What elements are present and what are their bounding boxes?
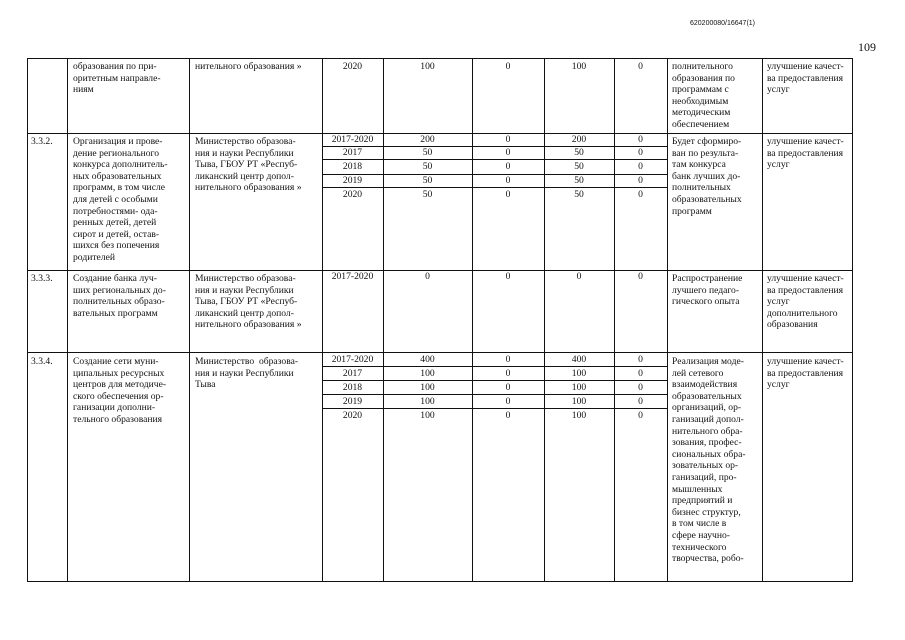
- value-federal: 0: [505, 134, 511, 145]
- value-republic: 100: [571, 382, 587, 393]
- row-result: Реализация моде- лей сетевого взаимодействия образовательных организаций, ор- ганизаций допол- нительного обра- зования, профес- сиональных обра- зовательных ор- ганизаций, про- мышленных предприятий и бизнес структур, в том числе в сфере научно- технического творчества, робо-: [672, 356, 746, 565]
- row-year: 2019: [342, 175, 363, 186]
- value-other: 0: [638, 147, 643, 158]
- subrow-divider: [322, 159, 667, 160]
- row-divider: [27, 352, 853, 353]
- row-name: образования по при- оритетным направле- ниям: [73, 61, 161, 96]
- value-federal: 0: [505, 410, 511, 421]
- row-number: 3.3.3.: [31, 273, 53, 284]
- value-total: 400: [420, 354, 435, 365]
- value-total: 50: [422, 189, 433, 200]
- row-number: 3.3.4.: [31, 356, 53, 367]
- value-other: 0: [638, 271, 643, 282]
- row-year: 2018: [342, 161, 363, 172]
- row-year: 2017: [342, 368, 363, 379]
- value-republic: 400: [571, 354, 587, 365]
- value-republic: 100: [571, 61, 587, 72]
- value-other: 0: [638, 354, 643, 365]
- row-number: 3.3.2.: [31, 136, 53, 147]
- row-executor: нительного образования »: [195, 61, 302, 72]
- row-year: 2018: [342, 382, 363, 393]
- subrow-divider: [322, 380, 667, 381]
- column-divider: [667, 58, 668, 582]
- page-number: 109: [858, 40, 876, 54]
- value-total: 100: [420, 410, 435, 421]
- row-executor: Министерство образова- ния и науки Республики Тыва, ГБОУ РТ «Респуб- ликанский центр допол- нительного образования »: [195, 136, 302, 194]
- document-id: 620200080/16647(1): [690, 20, 756, 27]
- subrow-divider: [322, 408, 667, 409]
- value-federal: 0: [505, 161, 511, 172]
- row-year: 2017: [342, 147, 363, 158]
- subrow-divider: [322, 366, 667, 367]
- value-total: 50: [422, 175, 433, 186]
- value-republic: 200: [571, 134, 587, 145]
- value-federal: 0: [505, 382, 511, 393]
- value-other: 0: [638, 161, 643, 172]
- value-other: 0: [638, 368, 643, 379]
- value-republic: 50: [574, 161, 584, 172]
- row-executor: Министерство образова- ния и науки Республики Тыва, ГБОУ РТ «Респуб- ликанский центр допол- нительного образования »: [195, 273, 302, 331]
- row-year: 2019: [342, 396, 363, 407]
- value-republic: 100: [571, 368, 587, 379]
- value-republic: 100: [571, 396, 587, 407]
- row-year: 2017-2020: [331, 271, 374, 282]
- value-republic: 50: [574, 175, 584, 186]
- row-year: 2020: [342, 189, 363, 200]
- value-republic: 50: [574, 189, 584, 200]
- value-federal: 0: [505, 175, 511, 186]
- row-result: Будет сформиро- ван по результа- там конкурса банк лучших до- полнительных образовательных программ: [672, 136, 742, 217]
- value-total: 200: [420, 134, 435, 145]
- row-name: Создание сети муни- ципальных ресурсных центров для методиче- ского обеспечения ор- ганизации дополни- тельного образования: [73, 356, 167, 425]
- value-other: 0: [638, 189, 643, 200]
- row-name: Организация и прове- дение регионального конкурса дополнитель- ных образовательных программ, в том числе для детей с особыми потребностями- ода- ренных детей, детей сирот и детей, остав- шихся без попечения родителей: [73, 136, 168, 263]
- value-republic: 100: [571, 410, 587, 421]
- value-total: 50: [422, 147, 433, 158]
- subrow-divider: [322, 187, 667, 188]
- value-republic: 0: [576, 271, 582, 282]
- value-total: 100: [420, 61, 435, 72]
- row-effect: улучшение качест- ва предоставления услуг: [767, 61, 844, 96]
- value-other: 0: [638, 61, 643, 72]
- value-total: 50: [422, 161, 433, 172]
- row-result: полнительного образования по программам с необходимым методическим обеспечением: [672, 61, 735, 130]
- value-republic: 50: [574, 147, 584, 158]
- row-effect: улучшение качест- ва предоставления услуг: [767, 356, 844, 391]
- row-executor: Министерство образова- ния и науки Республики Тыва: [195, 356, 299, 391]
- column-divider: [762, 58, 763, 582]
- value-federal: 0: [505, 61, 511, 72]
- value-other: 0: [638, 396, 643, 407]
- value-total: 100: [420, 396, 435, 407]
- value-total: 100: [420, 382, 435, 393]
- value-federal: 0: [505, 147, 511, 158]
- row-year: 2020: [342, 410, 363, 421]
- value-federal: 0: [505, 354, 511, 365]
- row-effect: улучшение качест- ва предоставления услуг дополнительного образования: [767, 273, 844, 331]
- value-federal: 0: [505, 189, 511, 200]
- value-other: 0: [638, 382, 643, 393]
- row-effect: улучшение качест- ва предоставления услуг: [767, 136, 844, 171]
- row-year: 2017-2020: [331, 134, 374, 145]
- subrow-divider: [322, 394, 667, 395]
- value-other: 0: [638, 175, 643, 186]
- column-divider: [67, 58, 68, 582]
- value-other: 0: [638, 410, 643, 421]
- row-year: 2017-2020: [331, 354, 374, 365]
- row-result: Распространение лучшего педаго- гического опыта: [672, 273, 743, 308]
- row-year: 2020: [342, 61, 363, 72]
- value-federal: 0: [505, 271, 511, 282]
- row-name: Создание банка луч- ших региональных до- полнительных образо- вательных программ: [73, 273, 166, 319]
- value-other: 0: [638, 134, 643, 145]
- value-federal: 0: [505, 368, 511, 379]
- value-federal: 0: [505, 396, 511, 407]
- column-divider: [189, 58, 190, 582]
- value-total: 100: [420, 368, 435, 379]
- value-total: 0: [425, 271, 430, 282]
